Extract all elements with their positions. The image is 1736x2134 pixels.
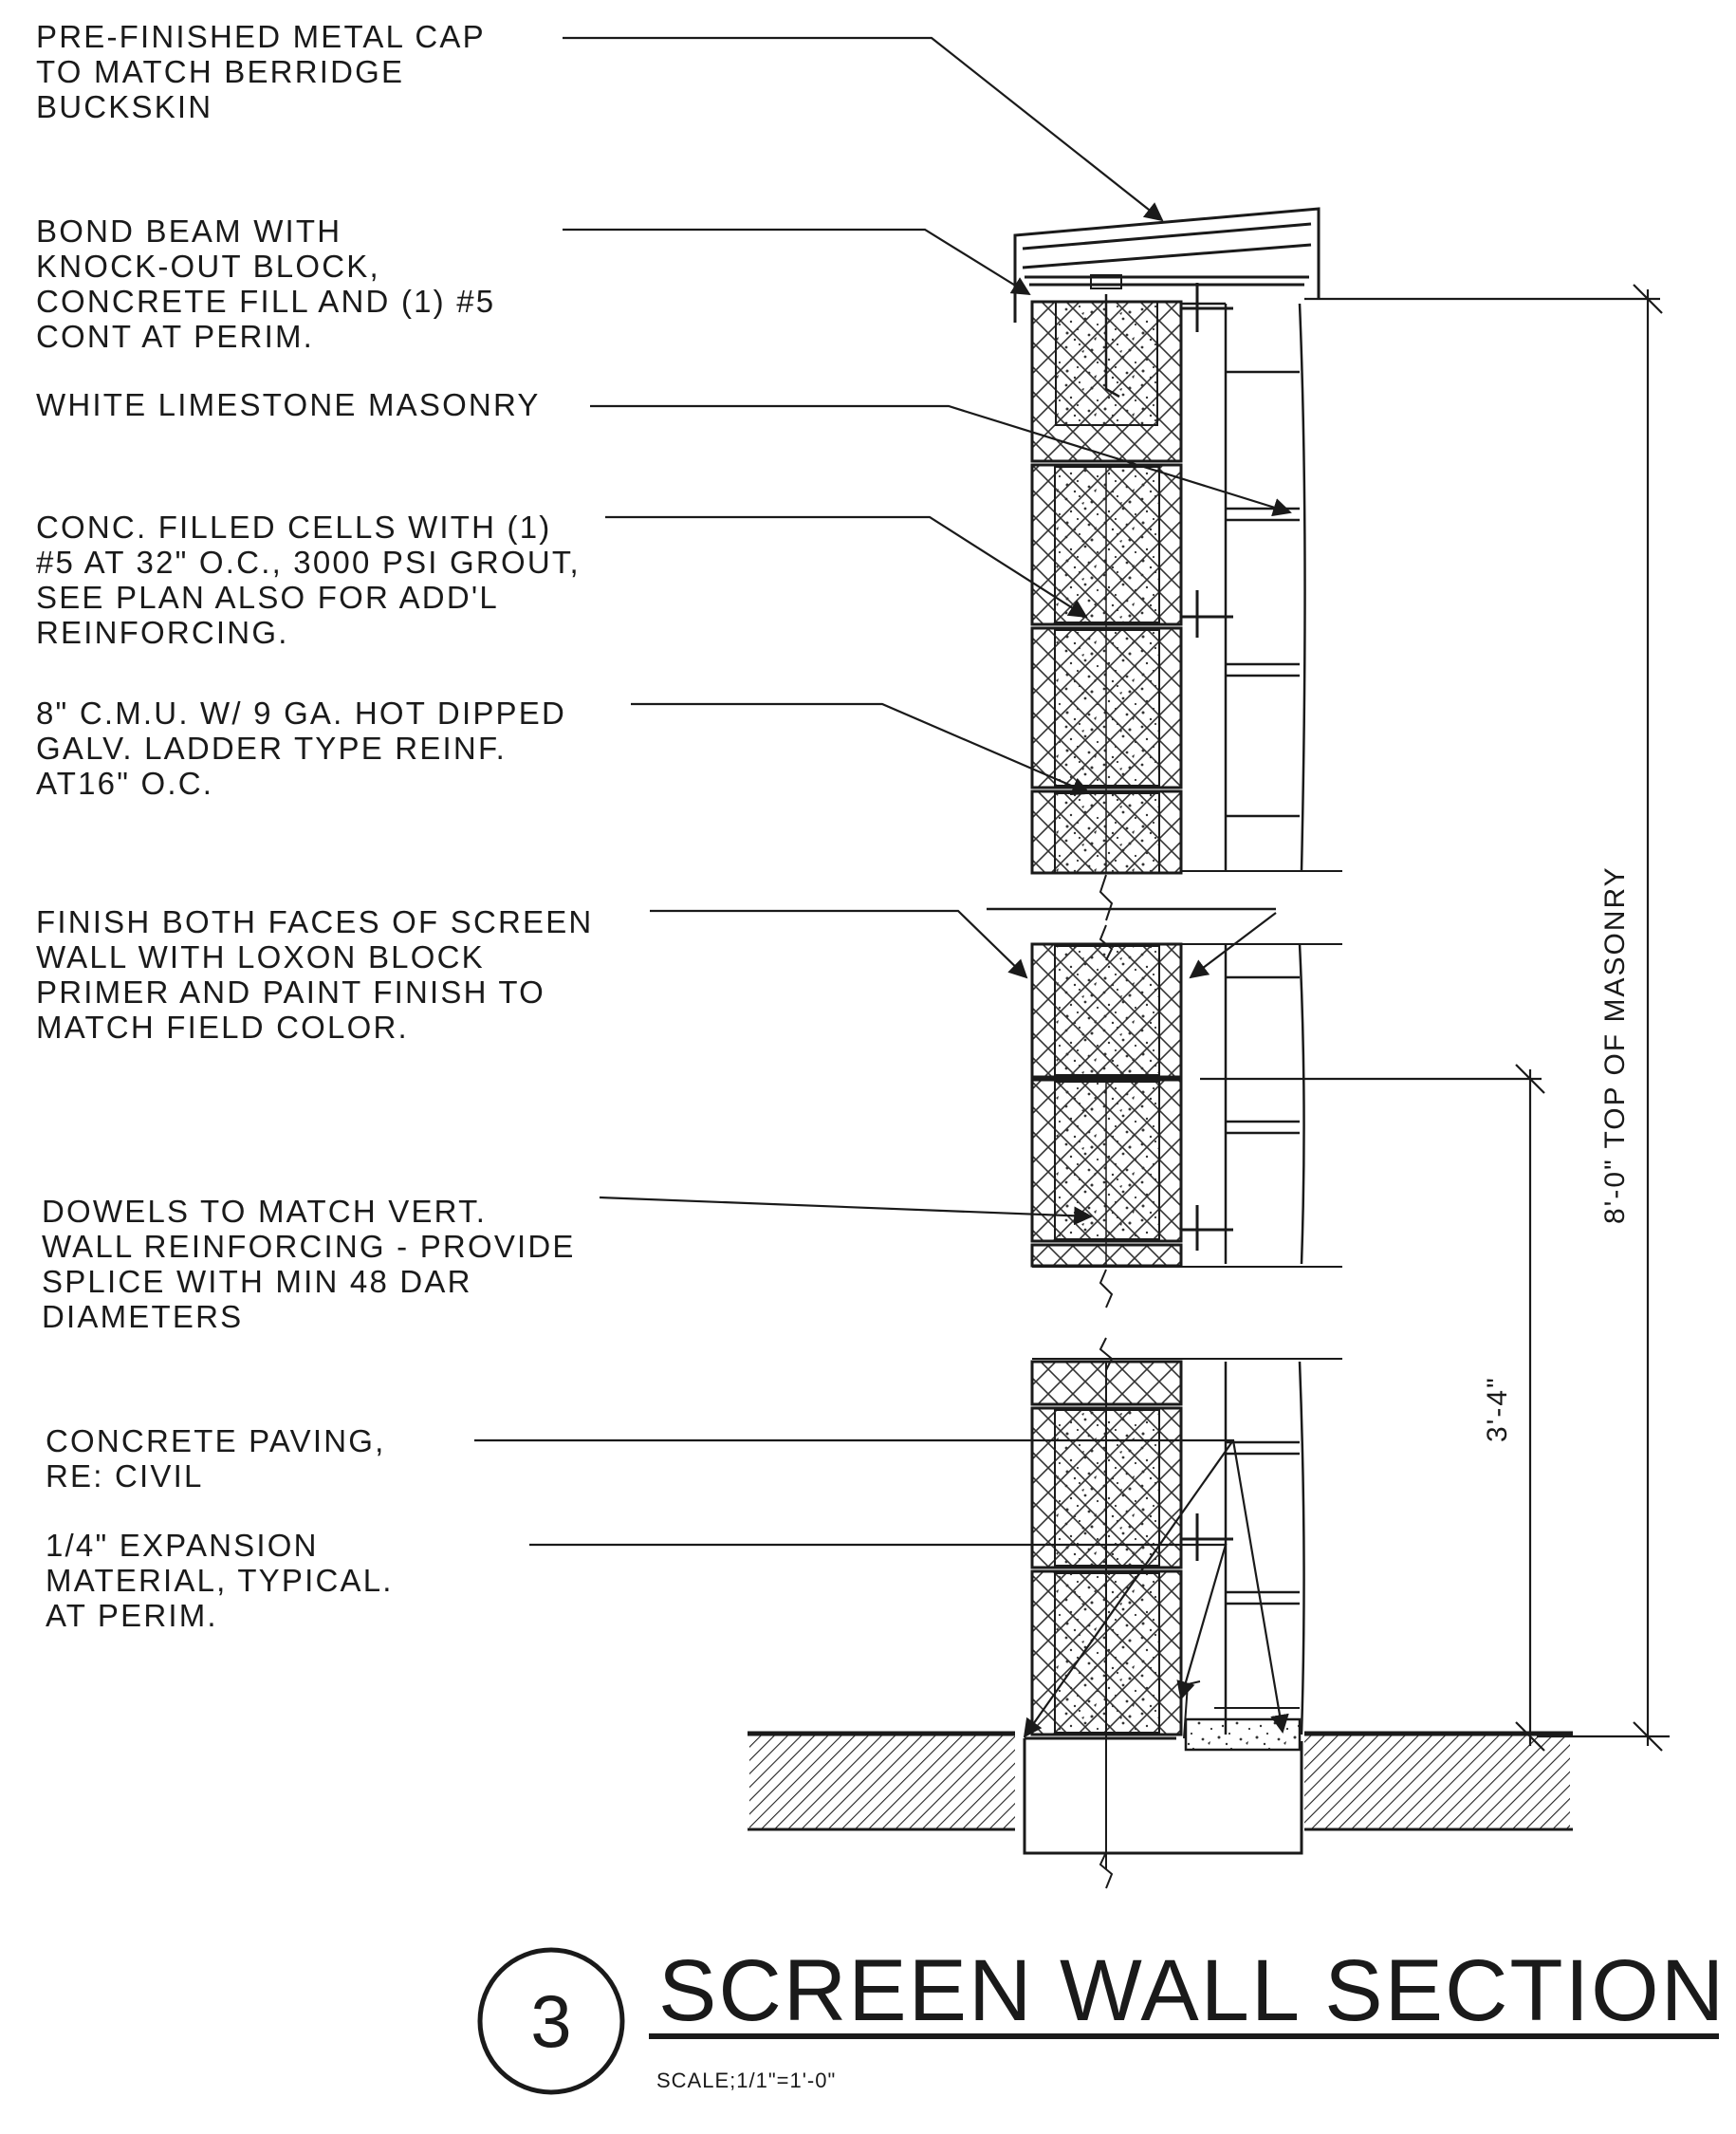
note-line: WHITE LIMESTONE MASONRY	[36, 387, 541, 422]
note-cap	[36, 19, 486, 124]
dimension-overall: 8'-0" TOP OF MASONRY	[1599, 865, 1631, 1224]
note-line: TO MATCH BERRIDGE	[36, 54, 405, 89]
note-line: CONT AT PERIM.	[36, 319, 315, 354]
note-line: PRIMER AND PAINT FINISH TO	[36, 974, 546, 1010]
cmu-bottom	[1032, 1362, 1181, 1869]
note-filled-cells	[36, 510, 581, 650]
note-line: BOND BEAM WITH	[36, 213, 342, 249]
detail-scale: SCALE;1/1"=1'-0"	[656, 2069, 837, 2092]
detail-title: SCREEN WALL SECTION	[658, 1942, 1727, 2039]
note-paving	[46, 1423, 386, 1494]
note-line: AT16" O.C.	[36, 766, 214, 801]
note-finish	[36, 904, 593, 1045]
note-line: WALL WITH LOXON BLOCK	[36, 939, 485, 974]
note-line: SPLICE WITH MIN 48 DAR	[42, 1264, 472, 1299]
cmu-wall	[748, 209, 1573, 1888]
note-line: DOWELS TO MATCH VERT.	[42, 1194, 488, 1229]
note-line: REINFORCING.	[36, 615, 289, 650]
detail-number: 3	[530, 1979, 572, 2063]
dimension-partial: 3'-4"	[1482, 1376, 1513, 1442]
note-line: #5 AT 32" O.C., 3000 PSI GROUT,	[36, 545, 581, 580]
limestone-veneer	[1181, 304, 1305, 1735]
note-line: KNOCK-OUT BLOCK,	[36, 249, 380, 284]
note-line: CONCRETE FILL AND (1) #5	[36, 284, 496, 319]
note-line: RE: CIVIL	[46, 1458, 204, 1494]
note-bond-beam	[36, 213, 495, 354]
note-line: FINISH BOTH FACES OF SCREEN	[36, 904, 594, 939]
cmu-middle	[1032, 944, 1181, 1266]
note-line: PRE-FINISHED METAL CAP	[36, 19, 486, 54]
note-line: DIAMETERS	[42, 1299, 244, 1334]
note-cmu	[36, 696, 566, 801]
note-line: MATCH FIELD COLOR.	[36, 1010, 409, 1045]
cmu-top	[1032, 275, 1181, 873]
note-dowels	[42, 1194, 576, 1334]
grade-hatch	[748, 1734, 1573, 1829]
note-line: 8" C.M.U. W/ 9 GA. HOT DIPPED	[36, 696, 566, 731]
note-line: SEE PLAN ALSO FOR ADD'L	[36, 580, 499, 615]
note-line: AT PERIM.	[46, 1598, 218, 1633]
note-line: 1/4" EXPANSION	[46, 1528, 319, 1563]
note-line: WALL REINFORCING - PROVIDE	[42, 1229, 576, 1264]
note-line: CONCRETE PAVING,	[46, 1423, 386, 1458]
note-limestone	[36, 387, 541, 422]
note-line: MATERIAL, TYPICAL.	[46, 1563, 394, 1598]
note-expansion	[46, 1528, 394, 1633]
note-line: GALV. LADDER TYPE REINF.	[36, 731, 508, 766]
note-line: BUCKSKIN	[36, 89, 213, 124]
note-line: CONC. FILLED CELLS WITH (1)	[36, 510, 552, 545]
